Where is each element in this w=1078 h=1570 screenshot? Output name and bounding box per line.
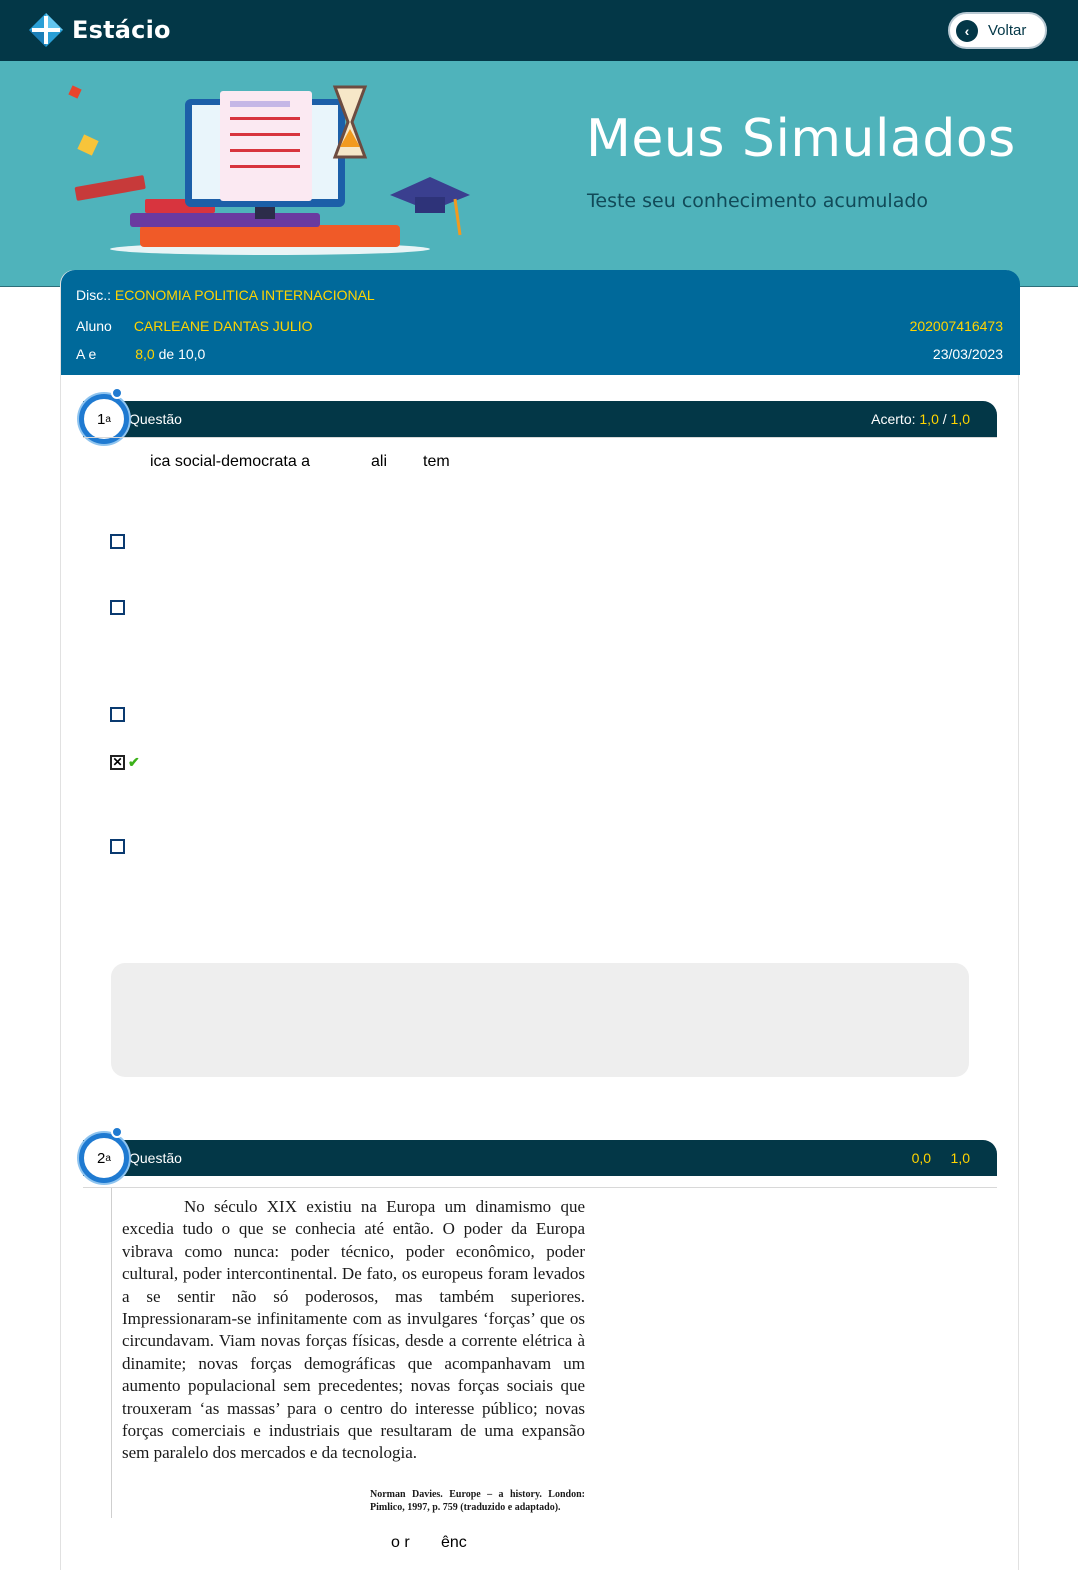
chevron-left-icon: ‹: [956, 20, 978, 42]
question-1-label: Questão: [129, 411, 182, 427]
score-separator: /: [942, 411, 947, 427]
student-info-panel: [61, 270, 1020, 375]
answer-explanation-box: [111, 963, 969, 1077]
discipline-label: Disc.:: [76, 287, 111, 303]
study-illustration-icon: [60, 77, 480, 257]
student-name: CARLEANE DANTAS JULIO: [133, 318, 313, 334]
question-1-score: [871, 411, 970, 427]
option-checkbox-e[interactable]: [110, 839, 125, 854]
top-bar: [0, 0, 1078, 61]
question-2-bottom-text-b: ênc: [441, 1534, 467, 1551]
student-label: Aluno: [76, 318, 112, 334]
question-2-score: [912, 1150, 970, 1166]
score-max: 1,0: [950, 411, 970, 427]
score-obtained: 1,0: [919, 411, 939, 427]
question-number: 1: [97, 410, 106, 428]
divider: [83, 437, 997, 438]
student-row: [76, 318, 1003, 334]
badge-dot-icon: [111, 1126, 123, 1138]
exam-date: 23/03/2023: [932, 346, 1003, 362]
back-button[interactable]: [948, 12, 1047, 49]
score-obtained: 0,0: [911, 1150, 932, 1166]
discipline-row: [76, 287, 1003, 303]
quote-text: No século XIX existiu na Europa um dinamismo que excedia tudo o que se conhecia até então. O poder da Europa vibrava como nunca: poder técnico, poder econômico, poder cultural, poder intercontinental. De fato, os europeus foram levados a se sentir não só poderosos, mas também superiores. Impressionaram-se infinitamente com as invulgares ‘forças’ que os circundavam. Viam novas forças físicas, desde a corrente elétrica à dinamite; novas forças demográficas que acompanhavam um aumento populacional sem precedentes; novas forças sociais que trouxeram ‘as massas’ para o centro do interesse público; novas forças comerciais e industriais que resultaram de uma expansão sem paralelo dos mercados e da tecnologia.: [122, 1197, 585, 1463]
badge-dot-icon: [111, 387, 123, 399]
discipline-value: ECONOMIA POLITICA INTERNACIONAL: [114, 287, 375, 303]
score-value: 8,0: [135, 346, 155, 362]
question-1-text-c: tem: [423, 453, 450, 470]
estacio-logo[interactable]: [28, 12, 171, 48]
option-checkbox-b[interactable]: [110, 600, 125, 615]
question-2-number-badge: [79, 1133, 129, 1183]
page-title: Meus Simulados: [586, 109, 1016, 169]
question-2-quote: [111, 1188, 586, 1518]
option-checkbox-d-selected[interactable]: ✕: [110, 755, 125, 770]
estacio-logo-icon: [28, 12, 64, 48]
hero-banner: [0, 61, 1078, 287]
question-1-header: [83, 401, 997, 437]
question-number-suffix: a: [105, 1152, 111, 1164]
simulado-card: [60, 270, 1019, 1570]
question-2-header: [83, 1140, 997, 1176]
question-2-bottom-text-a: o r: [391, 1534, 410, 1551]
option-checkbox-a[interactable]: [110, 534, 125, 549]
score-label: A e: [76, 346, 97, 362]
page-subtitle: Teste seu conhecimento acumulado: [587, 190, 929, 212]
question-2-label: Questão: [129, 1150, 182, 1166]
score-total: de 10,0: [158, 346, 206, 362]
question-1-text-b: ali: [371, 453, 388, 470]
question-1-text-a: ica social-democrata a: [150, 453, 311, 470]
question-number: 2: [97, 1149, 106, 1167]
correct-check-icon: ✔: [128, 754, 140, 770]
score-caption: Acerto:: [871, 411, 916, 427]
score-row: [76, 346, 1003, 362]
back-label: Voltar: [988, 22, 1027, 39]
score-max: 1,0: [950, 1150, 970, 1166]
quote-citation: Norman Davies. Europe – a history. London: Pimlico, 1997, p. 759 (traduzido e adaptado).: [370, 1489, 585, 1513]
question-number-suffix: a: [105, 413, 111, 425]
option-checkbox-c[interactable]: [110, 707, 125, 722]
student-id: 202007416473: [909, 318, 1003, 334]
brand-name: Estácio: [72, 16, 171, 44]
